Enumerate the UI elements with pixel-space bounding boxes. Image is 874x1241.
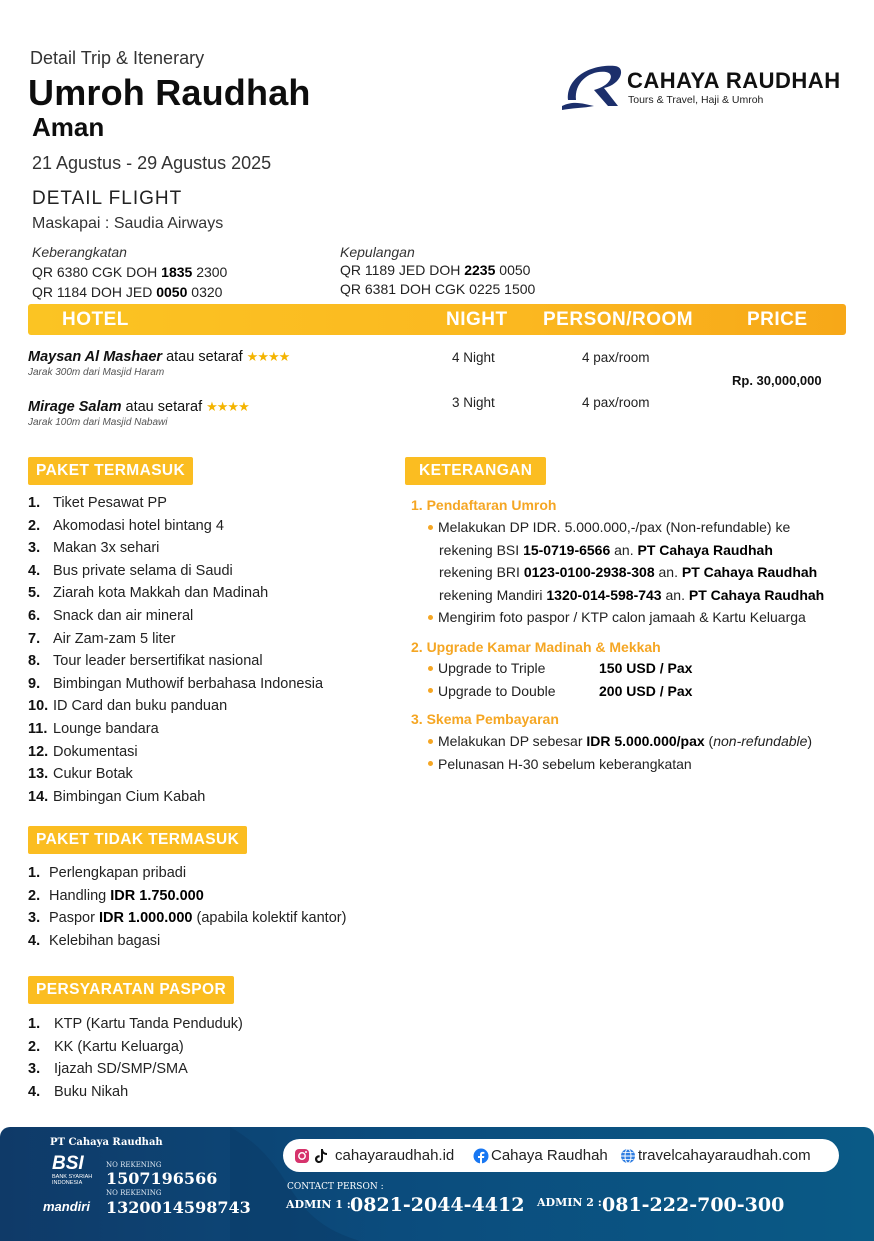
keterangan-section-3: Melakukan DP sebesar IDR 5.000.000/pax (non-refundable) Pelunasan H-30 sebelum keberangkatan <box>428 730 868 775</box>
facebook-icon[interactable] <box>473 1148 489 1164</box>
mandiri-norek-label: NO REKENING <box>106 1189 162 1197</box>
return-row-2: QR 6381 DOH CGK 0225 1500 <box>340 281 536 297</box>
list-item: 1. KTP (Kartu Tanda Penduduk) <box>28 1016 243 1032</box>
brand-name: CAHAYA RAUDHAH <box>627 68 841 93</box>
list-item: 1. Perlengkapan pribadi <box>28 865 187 881</box>
bullet-icon <box>428 615 433 620</box>
footer-company: PT Cahaya Raudhah <box>50 1137 163 1148</box>
list-item: 4. Kelebihan bagasi <box>28 932 161 949</box>
return-label: Kepulangan <box>340 244 415 260</box>
list-item: 3. Paspor IDR 1.000.000 (apabila kolektif kantor) <box>28 910 347 927</box>
hotel-name: Mirage Salam <box>28 399 122 415</box>
contact-person-label: CONTACT PERSON : <box>287 1182 384 1192</box>
hotel-night: 4 Night <box>452 350 495 365</box>
admin-2-label: ADMIN 2 : <box>537 1196 602 1209</box>
list-item: 9. Bimbingan Muthowif berbahasa Indonesia <box>28 675 324 692</box>
bullet-icon <box>428 739 433 744</box>
departure-label: Keberangkatan <box>32 244 127 260</box>
airline: Maskapai : Saudia Airways <box>32 215 224 232</box>
list-item: 10. ID Card dan buku panduan <box>28 698 228 715</box>
hotel-row-2: Mirage Salam atau setaraf ★★★★ Jarak 100m dari Masjid Nabawi <box>28 399 249 428</box>
hotel-row-1: Maysan Al Mashaer atau setaraf ★★★★ Jarak 300m dari Masjid Haram <box>28 349 290 378</box>
mandiri-norek: 1320014598743 <box>106 1198 251 1217</box>
hotel-distance: Jarak 300m dari Masjid Haram <box>28 367 165 378</box>
keterangan-section-2: Upgrade to Triple 150 USD / Pax Upgrade to Double 200 USD / Pax <box>428 657 868 702</box>
col-person-room: PERSON/ROOM <box>543 309 694 330</box>
trip-dates: 21 Agustus - 29 Agustus 2025 <box>32 153 272 173</box>
keterangan-title: KETERANGAN <box>405 457 546 485</box>
bsi-logo: BSI <box>52 1153 84 1174</box>
departure-row-2: QR 1184 DOH JED 0050 0320 <box>32 284 223 300</box>
hotel-distance: Jarak 100m dari Masjid Nabawi <box>28 417 168 428</box>
facebook-page[interactable]: Cahaya Raudhah <box>491 1147 608 1164</box>
keterangan-heading-1: 1. Pendaftaran Umroh <box>411 497 557 513</box>
list-item: 7. Air Zam-zam 5 liter <box>28 630 176 647</box>
departure-row-1: QR 6380 CGK DOH 1835 2300 <box>32 264 228 280</box>
bank-bri: rekening BRI 0123-0100-2938-308 an. PT Cahaya Raudhah <box>439 564 818 580</box>
list-item: 8. Tour leader bersertifikat nasional <box>28 653 263 670</box>
list-item: 2. Akomodasi hotel bintang 4 <box>28 517 224 534</box>
admin-2-phone[interactable]: 081-222-700-300 <box>602 1194 785 1216</box>
col-price: PRICE <box>747 309 808 330</box>
globe-icon[interactable] <box>620 1148 636 1164</box>
paket-termasuk-list <box>28 492 388 808</box>
list-item: 4. Buku Nikah <box>28 1083 129 1100</box>
admin-1-label: ADMIN 1 : <box>286 1198 351 1211</box>
bank-mandiri: rekening Mandiri 1320-014-598-743 an. PT Cahaya Raudhah <box>439 586 825 603</box>
paket-tidak-termasuk-list <box>28 862 388 952</box>
bullet-icon <box>428 761 433 766</box>
bsi-norek-label: NO REKENING <box>106 1161 162 1169</box>
list-item: 5. Ziarah kota Makkah dan Madinah <box>28 585 269 602</box>
website-link[interactable]: travelcahayaraudhah.com <box>638 1147 811 1164</box>
list-item: 3. Makan 3x sehari <box>28 540 160 557</box>
list-item: 14. Bimbingan Cium Kabah <box>28 788 206 805</box>
persyaratan-paspor-title: PERSYARATAN PASPOR <box>28 976 234 1004</box>
list-item: 3. Ijazah SD/SMP/SMA <box>28 1061 188 1078</box>
bsi-logo-sub: BANK SYARIAH INDONESIA <box>52 1174 93 1186</box>
hotel-night: 3 Night <box>452 395 495 410</box>
keterangan-heading-2: 2. Upgrade Kamar Madinah & Mekkah <box>411 639 661 655</box>
list-item: 6. Snack dan air mineral <box>28 607 194 624</box>
paket-tidak-termasuk-title: PAKET TIDAK TERMASUK <box>28 826 247 854</box>
keterangan-section-1: Melakukan DP IDR. 5.000.000,-/pax (Non-refundable) ke rekening BSI 15-0719-6566 an. PT Cahaya Raudhah rekening BRI 0123-0100-2938-308 an. PT Cahaya Raudhah rekening Mandiri 1320-014-598-743 an. PT Cahaya Raudhah Mengirim foto paspor / KTP calon jamaah & Kartu Keluarga <box>428 516 868 629</box>
return-row-1: QR 1189 JED DOH 2235 0050 <box>340 262 531 278</box>
list-item: 2. KK (Kartu Keluarga) <box>28 1038 184 1055</box>
list-item: 2. Handling IDR 1.750.000 <box>28 887 204 904</box>
tiktok-icon[interactable] <box>314 1148 328 1164</box>
col-hotel: HOTEL <box>62 309 129 330</box>
hotel-table-header <box>28 304 846 335</box>
list-item: 1. Tiket Pesawat PP <box>28 495 167 511</box>
list-item: 4. Bus private selama di Saudi <box>28 562 233 579</box>
instagram-handle[interactable]: cahayaraudhah.id <box>335 1147 455 1164</box>
admin-1-phone[interactable]: 0821-2044-4412 <box>350 1194 525 1216</box>
hotel-person: 4 pax/room <box>582 350 650 365</box>
list-item: 12. Dokumentasi <box>28 743 138 760</box>
hotel-name: Maysan Al Mashaer <box>28 349 163 365</box>
persyaratan-paspor-list <box>28 1013 388 1103</box>
flight-heading: DETAIL FLIGHT <box>32 188 183 209</box>
instagram-icon[interactable] <box>294 1148 310 1164</box>
bullet-icon <box>428 666 433 671</box>
brand-tagline: Tours & Travel, Haji & Umroh <box>628 94 764 106</box>
list-item: 13. Cukur Botak <box>28 766 133 783</box>
keterangan-heading-3: 3. Skema Pembayaran <box>411 711 559 727</box>
list-item: 11. Lounge bandara <box>28 720 159 737</box>
hotel-person: 4 pax/room <box>582 395 650 410</box>
page-title: Umroh Raudhah <box>28 72 311 113</box>
paket-termasuk-title: PAKET TERMASUK <box>28 457 193 485</box>
bank-bsi: rekening BSI 15-0719-6566 an. PT Cahaya Raudhah <box>439 541 773 558</box>
bsi-norek: 1507196566 <box>106 1169 218 1188</box>
bullet-icon <box>428 688 433 693</box>
col-night: NIGHT <box>446 309 508 330</box>
mandiri-logo: mandiri <box>43 1199 90 1214</box>
bullet-icon <box>428 525 433 530</box>
star-rating-icon: ★★★★ <box>206 399 249 414</box>
package-price: Rp. 30,000,000 <box>732 373 822 388</box>
star-rating-icon: ★★★★ <box>246 349 290 364</box>
page-subtitle: Aman <box>32 112 105 142</box>
doc-eyebrow: Detail Trip & Itenerary <box>30 48 205 68</box>
